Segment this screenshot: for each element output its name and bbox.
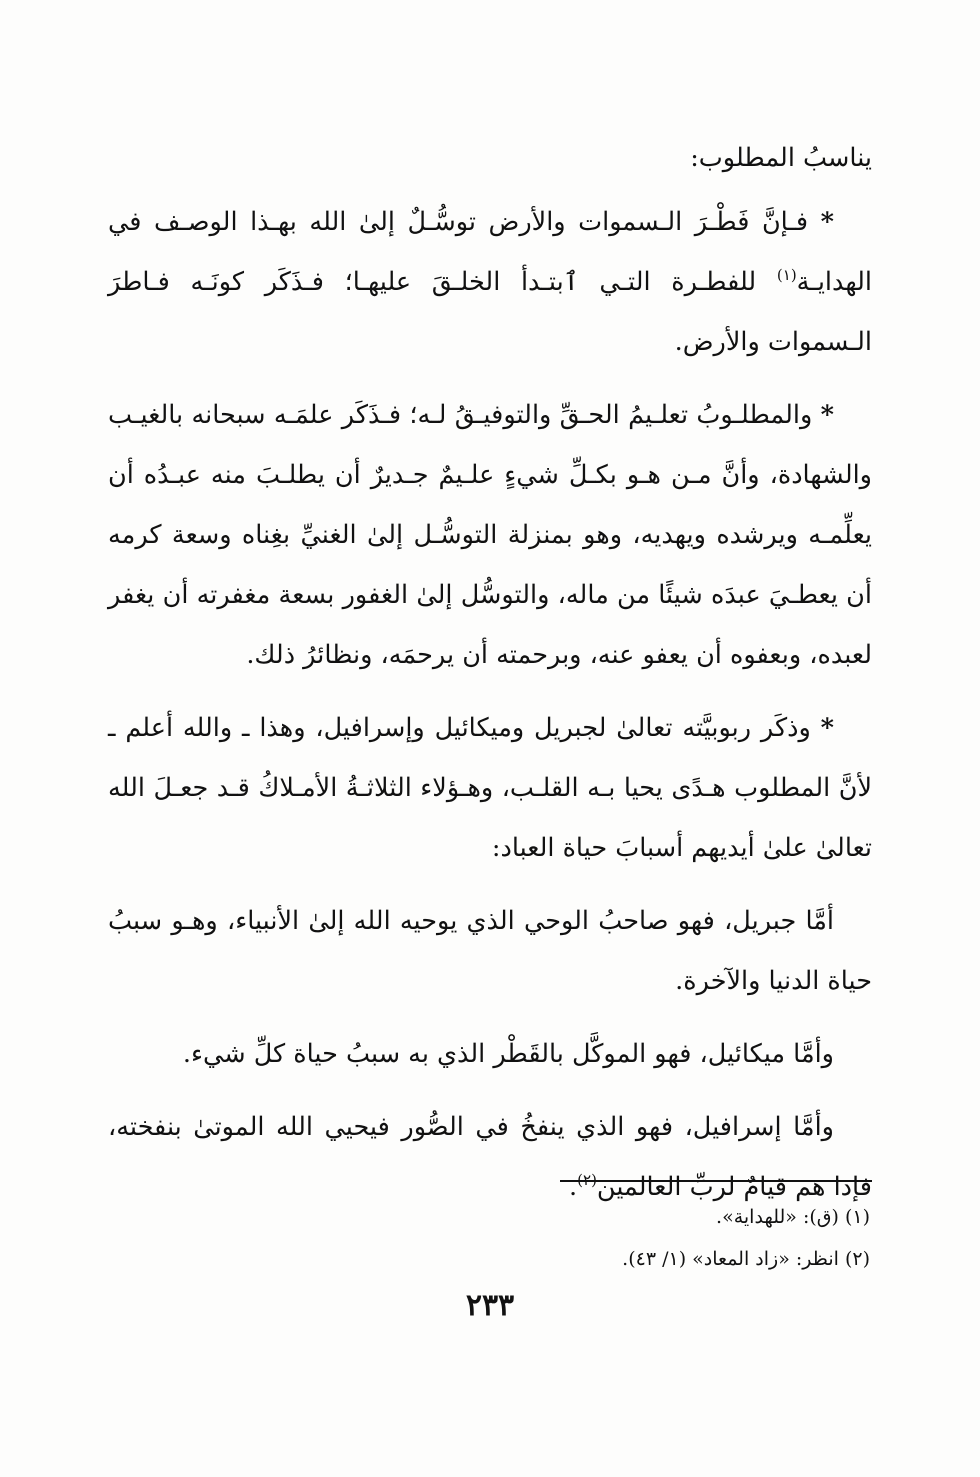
paragraph-1 [108, 192, 872, 372]
footnote-ref-1: (١) [776, 266, 797, 284]
paragraph-4: أمَّا جبريل، فهو صاحبُ الوحي الذي يوحيه الله إلىٰ الأنبياء، وهـو سببُ حياة الدنيا والآخرة. [108, 906, 872, 996]
paragraph-5: وأمَّا ميكائيل، فهو الموكَّل بالقَطْر الذي به سببُ حياة كلِّ شيء. [182, 1039, 834, 1069]
paragraph-1-part-b: للفطـرة التـي ٱبتـدأ الخلـقَ عليهـا؛ فـذَكَر كونَـه فـاطرَ الـسموات والأرض. [108, 267, 872, 357]
asterisk-marker: * [820, 713, 835, 743]
footnote-2: (٢) انظر: «زاد المعاد» (١/ ٤٣). [622, 1248, 870, 1270]
footnote-ref-2: (٢) [577, 1171, 597, 1189]
footnotes [420, 1196, 870, 1280]
footnote-separator [560, 1180, 872, 1182]
paragraph-3-text: وذكَر ربوبيَّته تعالىٰ لجبريل وميكائيل وإسرافيل، وهذا ـ والله أعلم ـ لأنَّ المطلوب هـدًى يحيا بـه القلـب، وهـؤلاء الثلاثـةُ الأمـلاكُ قـد جعـلَ الله تعالىٰ علىٰ أيديهم أسبابَ حياة العباد: [108, 713, 872, 863]
paragraph-1-part-a: فـإنَّ فَطْـرَ الـسموات والأرض توسُّـلٌ إلىٰ الله بهـذا الوصـف في الهدايـة [108, 207, 872, 297]
page-number: ٢٣٣ [465, 1288, 515, 1323]
paragraph-3 [108, 698, 872, 878]
asterisk-marker: * [820, 207, 834, 237]
intro-line: يناسبُ المطلوب: [690, 143, 872, 173]
paragraph-2 [108, 385, 872, 685]
paragraph-6-text: وأمَّا إسرافيل، فهو الذي ينفخُ في الصُّور فيحيي الله الموتىٰ بنفخته، فإذا هم قيامٌ لربِّ العالمين [108, 1112, 872, 1202]
asterisk-marker: * [820, 400, 834, 430]
paragraph-2-text: والمطلـوبُ تعلـيمُ الحـقِّ والتوفيـقُ لـه؛ فـذَكَر علمَـه سبحانه بالغيـب والشهادة، وأنَّ مـن هـو بكـلِّ شيءٍ علـيمٌ جـديرٌ أن يطلـبَ منه عبـدُه أن يعلِّمـه ويرشده ويهديه، وهو بمنزلة التوسُّـل إلىٰ الغنيِّ بغِناه وسعة كرمه أن يعطـيَ عبدَه شيئًا من ماله، والتوسُّل إلىٰ الغفور بسعة مغفرته أن يغفر لعبده، وبعفوه أن يعفو عنه، وبرحمته أن يرحمَه، ونظائرُ ذلك. [108, 400, 872, 670]
paragraph-6-end: . [569, 1172, 578, 1202]
footnote-1: (١) (ق): «للهداية». [716, 1206, 870, 1228]
main-text [108, 128, 872, 1230]
